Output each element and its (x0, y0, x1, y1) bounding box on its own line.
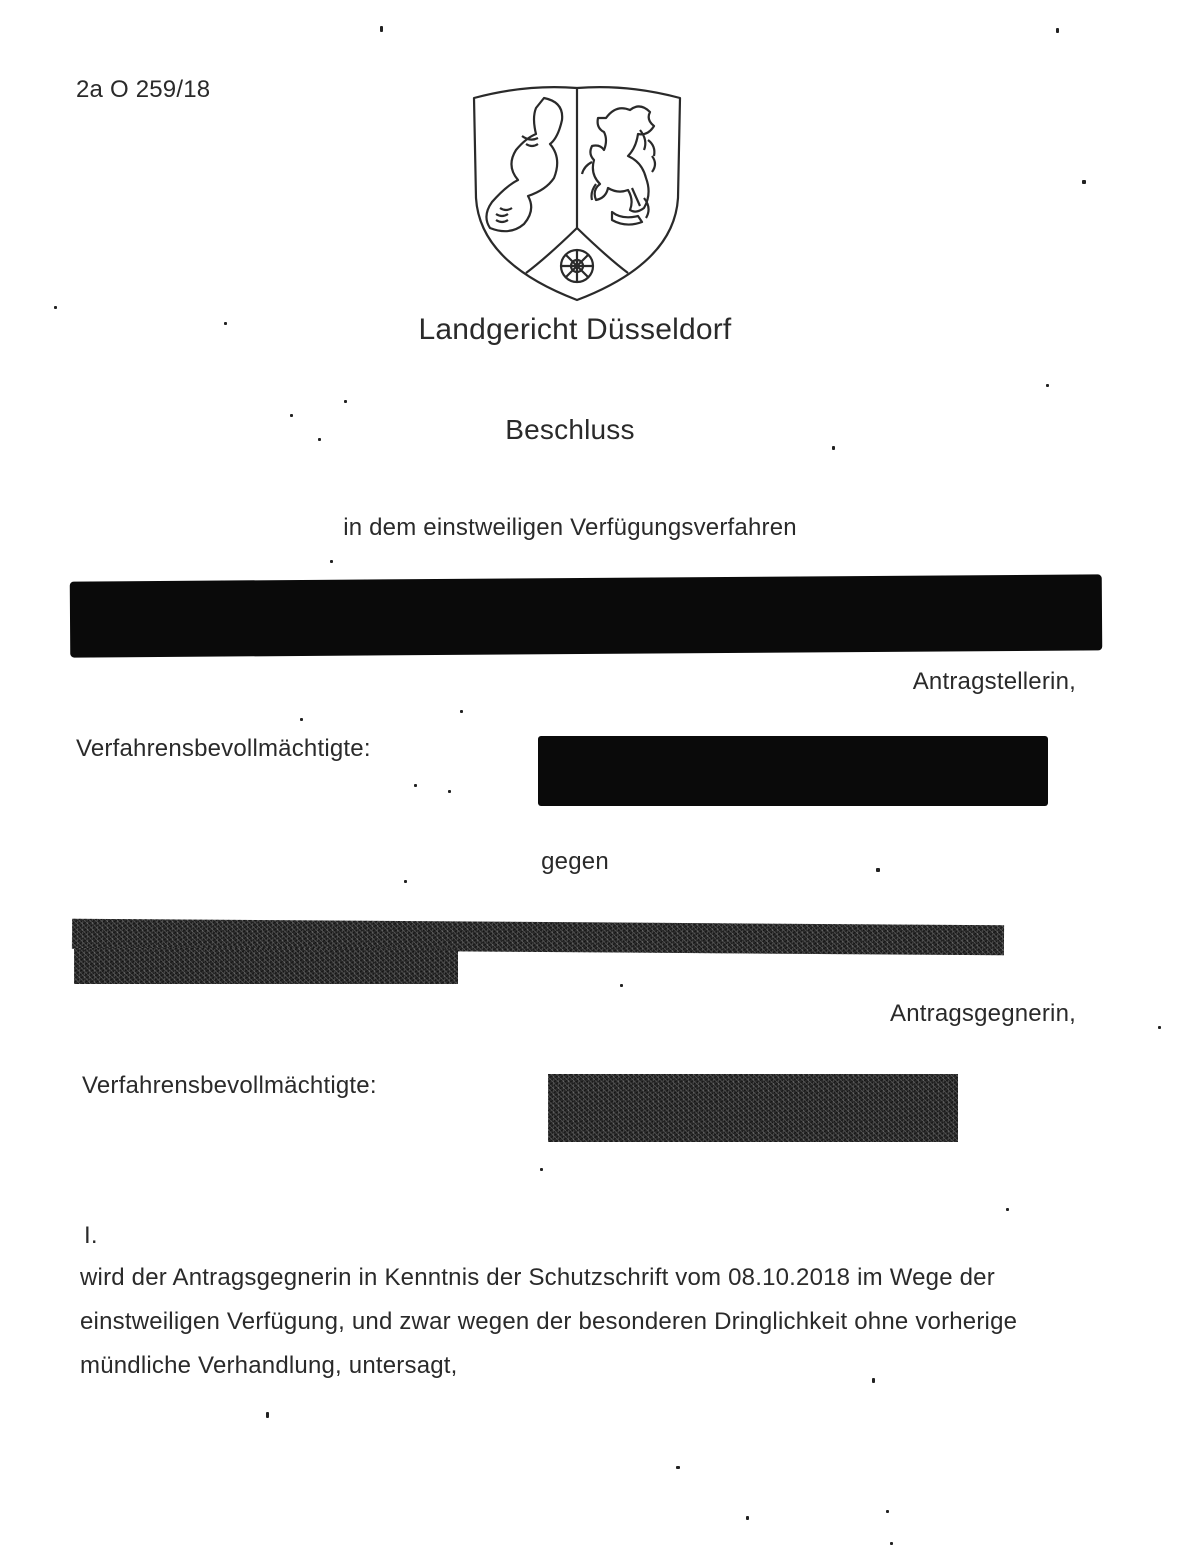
scan-speck (380, 26, 383, 32)
scan-speck (1082, 180, 1086, 184)
body-text-line: mündliche Verhandlung, untersagt, (80, 1352, 458, 1379)
scan-speck (886, 1510, 889, 1513)
scan-speck (404, 880, 407, 883)
proceeding-type-line: in dem einstweiligen Verfügungsverfahren (343, 514, 797, 541)
scan-speck (620, 984, 623, 987)
applicant-counsel-label: Verfahrensbevollmächtigte: (76, 735, 371, 762)
scan-speck (1158, 1026, 1161, 1029)
scan-speck (890, 1542, 893, 1545)
scan-speck (224, 322, 227, 325)
scan-speck (676, 1466, 680, 1469)
scan-speck (1056, 28, 1059, 33)
scan-speck (344, 400, 347, 403)
scan-speck (266, 1412, 269, 1418)
body-text-line: wird der Antragsgegnerin in Kenntnis der Schutzschrift vom 08.10.2018 im Wege der (80, 1264, 995, 1291)
scan-speck (448, 790, 451, 793)
scan-speck (414, 784, 417, 787)
scan-speck (540, 1168, 543, 1171)
scan-speck (872, 1378, 875, 1383)
scan-speck (460, 710, 463, 713)
redacted-respondent-address (74, 948, 458, 984)
scan-speck (318, 438, 321, 441)
nrw-coat-of-arms-icon (466, 78, 688, 306)
scan-speck (290, 414, 293, 417)
redacted-applicant-name (70, 574, 1103, 657)
scan-speck (1046, 384, 1049, 387)
document-type-heading: Beschluss (505, 414, 635, 445)
respondent-counsel-label: Verfahrensbevollmächtigte: (82, 1072, 377, 1099)
applicant-label: Antragstellerin, (912, 668, 1076, 695)
body-text-line: einstweiligen Verfügung, und zwar wegen der besonderen Dringlichkeit ohne vorherige (80, 1308, 1018, 1335)
section-marker: I. (84, 1222, 98, 1249)
against-label: gegen (541, 848, 609, 875)
scan-speck (54, 306, 57, 309)
scan-speck (1006, 1208, 1009, 1211)
redacted-respondent-counsel (548, 1074, 958, 1142)
scan-speck (330, 560, 333, 563)
scan-speck (746, 1516, 749, 1520)
scan-speck (832, 446, 835, 450)
court-name: Landgericht Düsseldorf (418, 313, 732, 346)
scan-speck (300, 718, 303, 721)
case-number: 2a O 259/18 (76, 76, 211, 103)
scan-speck (876, 868, 880, 872)
redacted-applicant-counsel (538, 736, 1048, 806)
respondent-label: Antragsgegnerin, (890, 1000, 1076, 1027)
